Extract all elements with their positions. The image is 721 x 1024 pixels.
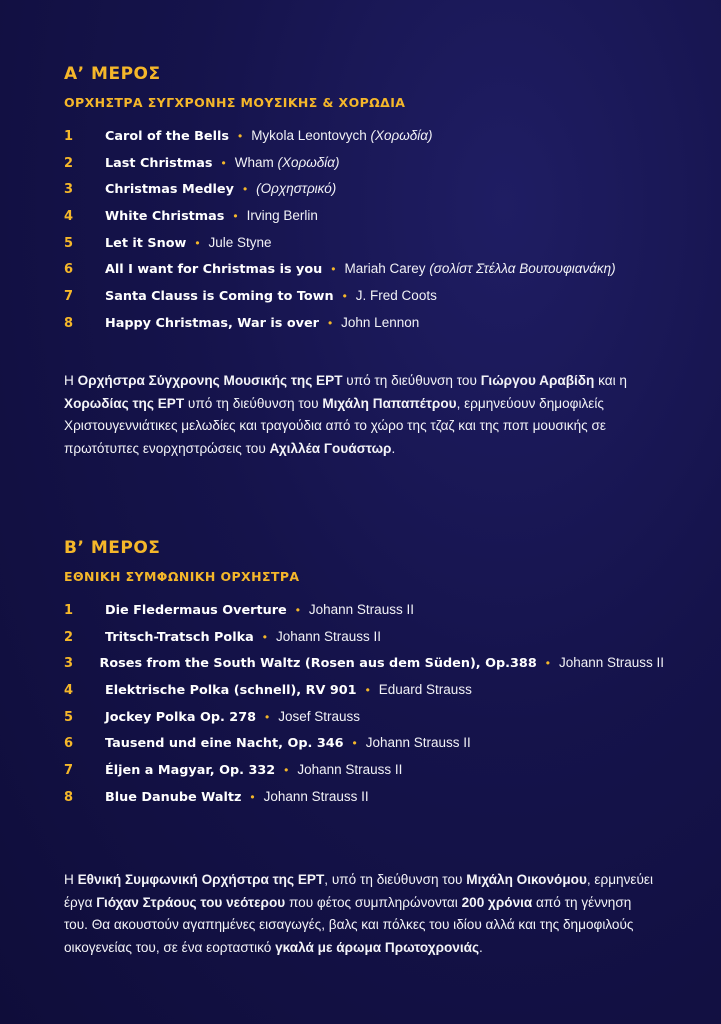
choir-conductor-name: Μιχάλη Παπαπέτρου [322, 395, 457, 411]
item-title: Elektrische Polka (schnell), RV 901 [105, 683, 357, 699]
item-number: 4 [64, 683, 74, 699]
item-number: 5 [64, 235, 74, 251]
item-title: All I want for Christmas is you [105, 262, 323, 278]
bullet-separator-icon: • [295, 603, 300, 617]
conductor-name: Γιώργου Αραβίδη [480, 373, 595, 388]
item-number: 3 [64, 656, 74, 672]
item-artist: Johann Strauss II [558, 655, 664, 671]
part-a-program-list [64, 128, 664, 342]
item-title: Blue Danube Waltz [105, 789, 242, 805]
program-item [64, 709, 664, 736]
program-item [64, 181, 664, 208]
item-number: 6 [64, 736, 74, 752]
orchestra-name: Ορχήστρα Σύγχρονης Μουσικής της ΕΡΤ [77, 373, 343, 388]
item-number: 2 [64, 629, 74, 645]
item-number: 2 [64, 155, 74, 171]
item-number: 5 [64, 709, 74, 725]
bullet-separator-icon: • [284, 763, 289, 778]
bullet-separator-icon: • [352, 736, 357, 751]
item-artist: Johann Strauss II [275, 628, 382, 644]
bullet-separator-icon: • [237, 129, 243, 143]
bullet-separator-icon: • [233, 209, 238, 224]
bullet-separator-icon: • [195, 235, 200, 250]
program-item [64, 655, 664, 682]
item-title: Éljen a Magyar, Op. 332 [105, 763, 276, 779]
item-artist: J. Fred Coots [355, 288, 437, 304]
composer-name: Γιόχαν Στράους του νεότερου [96, 894, 286, 910]
item-artist: Irving Berlin [246, 208, 318, 224]
program-item [64, 602, 664, 629]
conductor-name: Μιχάλη Οικονόμου [466, 872, 587, 887]
program-item [64, 735, 664, 762]
program-item [64, 762, 664, 789]
program-item [64, 315, 664, 342]
bullet-separator-icon: • [545, 656, 550, 671]
part-b-program-list [64, 602, 664, 816]
part-a-title: Α’ ΜΕΡΟΣ [64, 64, 161, 84]
item-title: White Christmas [105, 209, 225, 225]
bullet-separator-icon: • [342, 289, 347, 304]
bullet-separator-icon: • [327, 315, 333, 330]
bullet-separator-icon: • [331, 262, 336, 277]
orchestra-name: Εθνική Συμφωνική Ορχήστρα της ΕΡΤ [77, 872, 325, 887]
part-b-description: Η Εθνική Συμφωνική Ορχήστρα της ΕΡΤ, υπό τη διεύθυνση του Μιχάλη Οικονόμου, ερμηνεύει έργα Γιόχαν Στράους του νεότερου που φέτος συμπληρώνονται 200 χρόνια από τη γέννηση του. Θα ακουστούν αγαπημένες εισαγωγές, βαλς και πόλκες του ιδίου αλλά και της δημοφιλούς οικογενείας του, σε ένα εορταστικό γκαλά με άρωμα Πρωτοχρονιάς. [64, 872, 653, 955]
item-artist: Eduard Strauss [378, 682, 472, 698]
item-title: Christmas Medley [105, 182, 234, 198]
item-note: (Ορχηστρικό) [256, 181, 337, 197]
item-number: 8 [64, 315, 74, 331]
item-note: (σολίστ Στέλλα Βουτουφιανάκη) [429, 261, 616, 277]
item-artist: Johann Strauss II [365, 735, 471, 751]
choir-name: Χορωδίας της ΕΡΤ [64, 395, 185, 411]
item-title: Let it Snow [105, 235, 187, 251]
bullet-separator-icon: • [250, 789, 255, 804]
item-artist: Mykola Leontovych [251, 128, 367, 143]
bullet-separator-icon: • [262, 629, 267, 644]
bullet-separator-icon: • [221, 155, 226, 170]
part-a-section [64, 64, 664, 342]
item-note: (Χορωδία) [277, 154, 340, 170]
bullet-separator-icon: • [242, 182, 248, 197]
program-item [64, 789, 664, 816]
item-number: 7 [64, 289, 74, 305]
item-note: (Χορωδία) [370, 128, 433, 143]
part-b-subtitle: ΕΘΝΙΚΗ ΣΥΜΦΩΝΙΚΗ ΟΡΧΗΣΤΡΑ [64, 569, 300, 584]
item-title: Santa Clauss is Coming to Town [105, 289, 334, 305]
item-title: Jockey Polka Op. 278 [105, 709, 257, 725]
item-artist: Johann Strauss II [308, 602, 414, 617]
program-item [64, 235, 664, 262]
item-artist: Jule Styne [208, 234, 272, 250]
item-title: Happy Christmas, War is over [105, 315, 319, 331]
item-number: 7 [64, 763, 74, 779]
program-item [64, 155, 664, 182]
item-number: 1 [64, 129, 74, 144]
item-number: 6 [64, 262, 74, 278]
part-a-description: Η Ορχήστρα Σύγχρονης Μουσικής της ΕΡΤ υπό τη διεύθυνση του Γιώργου Αραβίδη και η Χορωδίας της ΕΡΤ υπό τη διεύθυνση του Μιχάλη Παπαπέτρου, ερμηνεύουν δημοφιλείς Χριστουγεννιάτικες μελωδίες και τραγούδια από το χώρο της τζαζ και της ποπ μουσικής σε πρωτότυπες ενορχηστρώσεις του Αχιλλέα Γουάστωρ. [64, 373, 627, 456]
part-b-title: Β’ ΜΕΡΟΣ [64, 538, 161, 558]
item-title: Die Fledermaus Overture [105, 603, 287, 618]
bullet-separator-icon: • [365, 683, 370, 698]
item-artist: Wham [234, 154, 274, 170]
item-artist: Johann Strauss II [263, 788, 369, 804]
item-title: Carol of the Bells [105, 129, 229, 144]
item-title: Tausend und eine Nacht, Op. 346 [105, 736, 344, 752]
item-artist: Johann Strauss II [297, 762, 403, 778]
item-title: Tritsch-Tratsch Polka [105, 629, 254, 645]
item-number: 3 [64, 182, 74, 198]
program-item [64, 682, 664, 709]
program-item [64, 128, 664, 155]
anniversary-years: 200 χρόνια [461, 894, 533, 910]
item-title: Roses from the South Waltz (Rosen aus dem Süden), Op.388 [99, 656, 537, 672]
item-number: 1 [64, 603, 74, 618]
program-item [64, 261, 664, 288]
part-b-section [64, 538, 664, 816]
part-a-subtitle: ΟΡΧΗΣΤΡΑ ΣΥΓΧΡΟΝΗΣ ΜΟΥΣΙΚΗΣ & ΧΟΡΩΔΙΑ [64, 95, 406, 110]
item-artist: Josef Strauss [278, 708, 361, 724]
item-number: 4 [64, 209, 74, 225]
program-item [64, 208, 664, 235]
arranger-name: Αχιλλέα Γουάστωρ [269, 440, 392, 456]
item-title: Last Christmas [105, 155, 213, 171]
item-artist: Mariah Carey [344, 261, 426, 277]
program-item [64, 629, 664, 656]
item-number: 8 [64, 789, 74, 805]
bullet-separator-icon: • [265, 709, 270, 724]
gala-phrase: γκαλά με άρωμα Πρωτοχρονιάς [275, 939, 480, 955]
program-item [64, 288, 664, 315]
item-artist: John Lennon [341, 314, 420, 330]
